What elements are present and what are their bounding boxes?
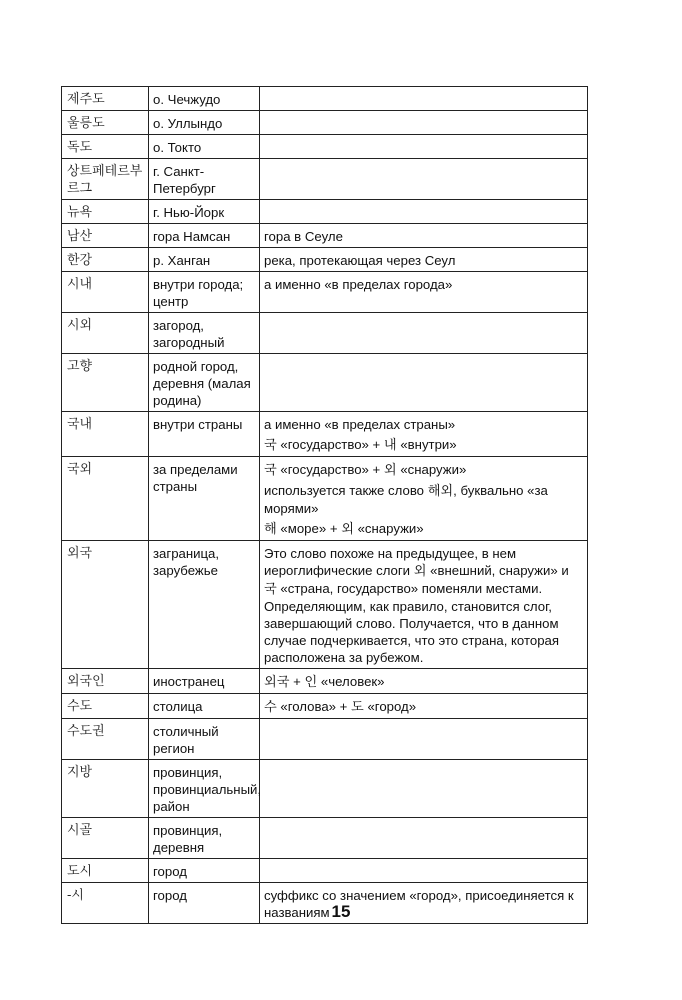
- comment-text: «снаружи»: [396, 462, 467, 477]
- comment-text: а именно «в пределах страны»: [264, 417, 456, 432]
- translation: за пределами страны: [149, 457, 260, 541]
- translation: о. Чечжудо: [149, 87, 260, 111]
- comment-line: [264, 461, 583, 479]
- translation: внутри страны: [149, 412, 260, 457]
- korean-word: 수도: [62, 694, 149, 719]
- comment-text: «море» +: [276, 521, 342, 536]
- translation: провинция, деревня: [149, 818, 260, 859]
- comment-text: «государство» +: [276, 462, 384, 477]
- comment: [260, 248, 588, 272]
- comment-line: [264, 482, 583, 517]
- comment-text: «голова» +: [276, 699, 352, 714]
- comment: [260, 859, 588, 883]
- korean-word: 남산: [62, 224, 149, 248]
- page-number: 15: [331, 902, 351, 921]
- korean-word: 한강: [62, 248, 149, 272]
- korean-syllable: 수: [264, 700, 277, 715]
- translation: г. Нью-Йорк: [149, 200, 260, 224]
- comment-line: [264, 436, 583, 454]
- comment: [260, 313, 588, 354]
- korean-syllable: 해외: [427, 484, 454, 499]
- comment: [260, 719, 588, 760]
- table-row: [62, 87, 588, 111]
- table-row: [62, 760, 588, 818]
- translation: город: [149, 883, 260, 924]
- comment-line: [264, 228, 583, 245]
- table-row: [62, 412, 588, 457]
- korean-word: 뉴욕: [62, 200, 149, 224]
- comment-text: гора в Сеуле: [264, 229, 343, 244]
- translation: г. Санкт-Петербург: [149, 159, 260, 200]
- korean-word: 울릉도: [62, 111, 149, 135]
- translation: заграница, зарубежье: [149, 541, 260, 669]
- korean-word: 시내: [62, 272, 149, 313]
- comment-text: «человек»: [317, 674, 385, 689]
- table-row: [62, 313, 588, 354]
- table-row: [62, 248, 588, 272]
- translation: столица: [149, 694, 260, 719]
- korean-word: 독도: [62, 135, 149, 159]
- comment-text: а именно «в пределах города»: [264, 277, 453, 292]
- table-row: [62, 694, 588, 719]
- comment: [260, 224, 588, 248]
- comment-text: «страна, государство» поменяли местами. Определяющим, как правило, становится слог, завершающий слово. Получается, что в данном случае подчеркивается, что это страна, которая расположена за рубежом.: [264, 581, 560, 665]
- translation: загород, загородный: [149, 313, 260, 354]
- korean-syllable: 외: [413, 564, 427, 579]
- vocabulary-table-body: [62, 87, 588, 924]
- comment: [260, 412, 588, 457]
- korean-syllable: 외: [341, 522, 354, 537]
- comment: [260, 200, 588, 224]
- table-row: [62, 669, 588, 694]
- korean-syllable: 인: [304, 675, 318, 690]
- comment-text: суффикс со значением «город», присоединяется к названиям: [264, 888, 574, 920]
- translation: о. Токто: [149, 135, 260, 159]
- table-row: [62, 859, 588, 883]
- korean-word: 국외: [62, 457, 149, 541]
- korean-syllable: 외: [383, 463, 397, 478]
- comment-text: «государство» +: [276, 437, 384, 452]
- translation: гора Намсан: [149, 224, 260, 248]
- korean-word: 지방: [62, 760, 149, 818]
- korean-syllable: 외국: [264, 675, 290, 690]
- table-row: [62, 818, 588, 859]
- comment: [260, 818, 588, 859]
- comment-text: «внешний, снаружи» и: [426, 563, 569, 578]
- comment: [260, 457, 588, 541]
- translation: внутри города; центр: [149, 272, 260, 313]
- comment-line: [264, 698, 583, 716]
- comment-text: река, протекающая через Сеул: [264, 253, 456, 268]
- comment-text: , буквально «за морями»: [264, 483, 548, 516]
- korean-word: 고향: [62, 354, 149, 412]
- comment-line: [264, 276, 583, 293]
- translation: о. Уллындо: [149, 111, 260, 135]
- translation: город: [149, 859, 260, 883]
- comment-text: используется также слово: [264, 483, 428, 498]
- comment-line: [264, 252, 583, 269]
- korean-word: 시외: [62, 313, 149, 354]
- korean-word: 도시: [62, 859, 149, 883]
- translation: иностранец: [149, 669, 260, 694]
- korean-word: 외국인: [62, 669, 149, 694]
- comment: [260, 541, 588, 669]
- translation: родной город, деревня (малая родина): [149, 354, 260, 412]
- table-row: [62, 159, 588, 200]
- table-row: [62, 457, 588, 541]
- comment-line: [264, 545, 583, 666]
- comment-line: [264, 520, 583, 538]
- comment: [260, 694, 588, 719]
- korean-word: 수도권: [62, 719, 149, 760]
- table-row: [62, 224, 588, 248]
- comment: [260, 669, 588, 694]
- korean-syllable: 국: [264, 438, 277, 453]
- table-row: [62, 354, 588, 412]
- comment: [260, 760, 588, 818]
- korean-word: 시골: [62, 818, 149, 859]
- comment: [260, 354, 588, 412]
- table-row: [62, 541, 588, 669]
- translation: провинция, провинциальный, район: [149, 760, 260, 818]
- table-row: [62, 272, 588, 313]
- korean-word: 외국: [62, 541, 149, 669]
- comment-text: +: [289, 674, 305, 689]
- comment: [260, 111, 588, 135]
- korean-syllable: 도: [351, 700, 364, 715]
- korean-word: -시: [62, 883, 149, 924]
- korean-syllable: 국: [264, 582, 277, 597]
- korean-word: 상트페테르부르그: [62, 159, 149, 200]
- korean-syllable: 해: [264, 522, 277, 537]
- table-row: [62, 719, 588, 760]
- comment-text: «снаружи»: [353, 521, 424, 536]
- comment-text: «внутри»: [396, 437, 457, 452]
- korean-syllable: 내: [383, 438, 397, 453]
- table-row: [62, 111, 588, 135]
- korean-word: 제주도: [62, 87, 149, 111]
- korean-syllable: 국: [264, 463, 277, 478]
- comment: [260, 135, 588, 159]
- table-row: [62, 200, 588, 224]
- translation: столичный регион: [149, 719, 260, 760]
- comment-line: [264, 673, 583, 691]
- comment: [260, 159, 588, 200]
- comment-text: Это слово похоже на предыдущее, в нем иероглифические слоги: [264, 546, 517, 578]
- vocabulary-table: [61, 86, 588, 924]
- korean-word: 국내: [62, 412, 149, 457]
- comment: [260, 87, 588, 111]
- translation: р. Ханган: [149, 248, 260, 272]
- table-row: [62, 135, 588, 159]
- comment: [260, 272, 588, 313]
- comment-line: [264, 416, 583, 433]
- comment-text: «город»: [363, 699, 417, 714]
